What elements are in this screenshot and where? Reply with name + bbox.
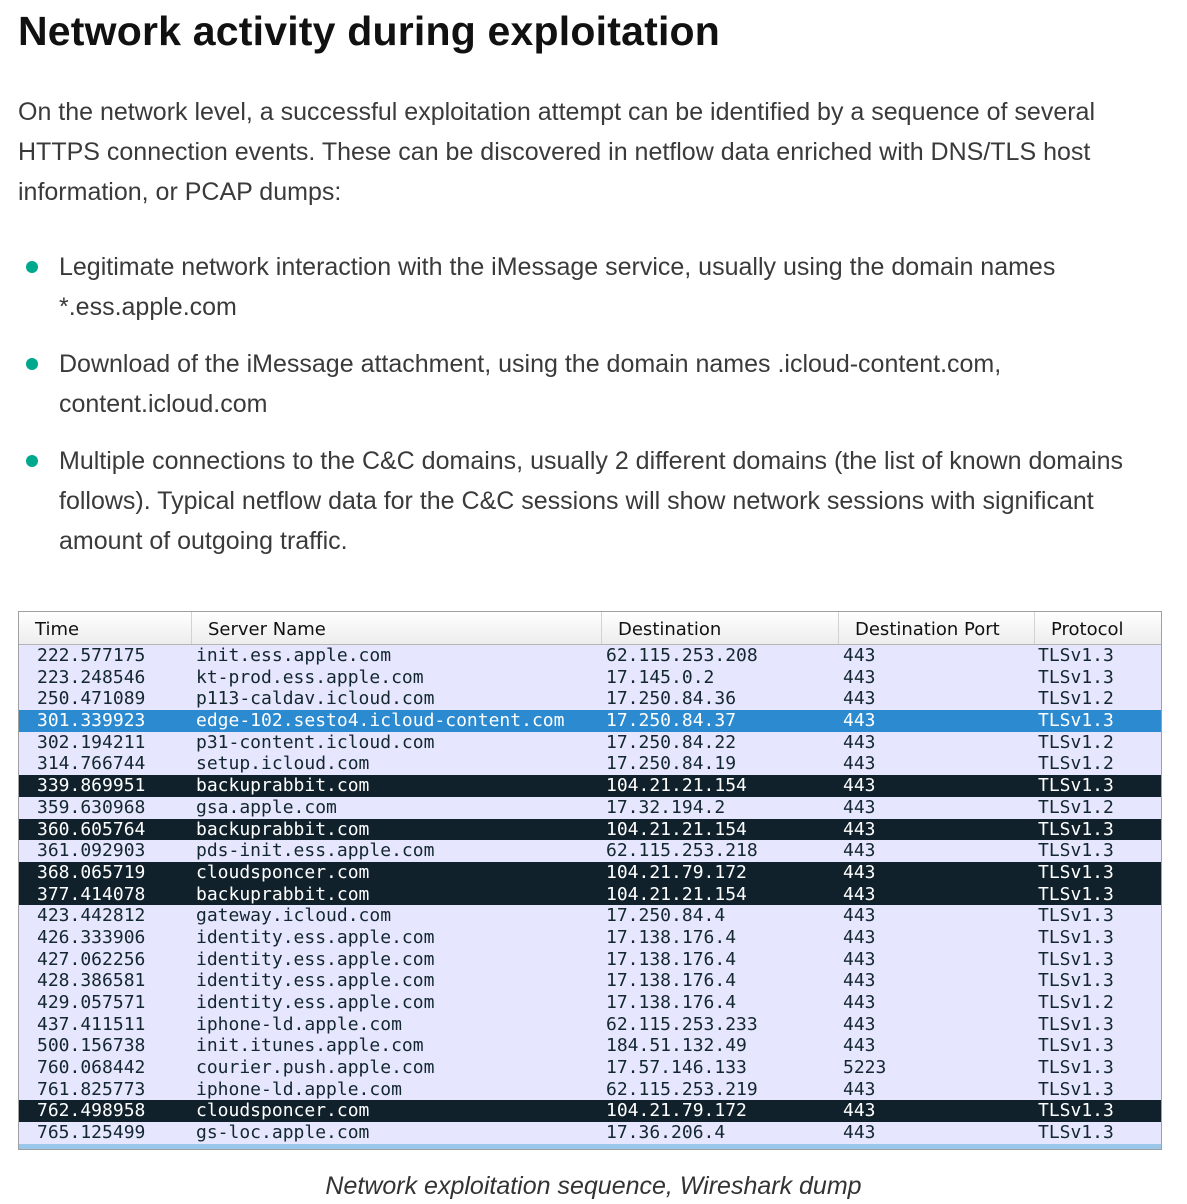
cell-destination: 17.57.146.133 xyxy=(606,1057,747,1079)
cell-time: 359.630968 xyxy=(37,796,146,818)
cell-server-name: gateway.icloud.com xyxy=(196,905,392,927)
cell-protocol: TLSv1.3 xyxy=(1038,645,1114,666)
article-heading: Network activity during exploitation xyxy=(18,8,721,54)
cell-time: 437.411511 xyxy=(37,1013,146,1035)
cell-destination: 17.138.176.4 xyxy=(606,970,737,992)
cell-server-name: gsa.apple.com xyxy=(196,796,337,818)
cell-destination-port: 443 xyxy=(843,666,876,688)
cell-server-name: pds-init.ess.apple.com xyxy=(196,840,435,862)
cell-protocol: TLSv1.3 xyxy=(1038,1100,1114,1122)
table-row[interactable] xyxy=(19,688,1161,710)
table-row[interactable] xyxy=(19,1079,1161,1101)
cell-destination-port: 443 xyxy=(843,861,876,883)
cell-protocol: TLSv1.3 xyxy=(1038,926,1114,948)
cell-protocol: TLSv1.3 xyxy=(1038,1122,1114,1144)
table-row[interactable] xyxy=(19,775,1161,797)
cell-protocol: TLSv1.2 xyxy=(1038,753,1114,775)
bullet-item xyxy=(0,344,1139,424)
cell-server-name: cloudsponcer.com xyxy=(196,861,370,883)
cell-protocol: TLSv1.3 xyxy=(1038,861,1114,883)
cell-destination-port: 443 xyxy=(843,753,876,775)
bullet-dot-icon xyxy=(26,261,38,273)
cell-destination-port: 443 xyxy=(843,775,876,797)
cell-destination: 104.21.79.172 xyxy=(606,1100,747,1122)
cell-protocol: TLSv1.3 xyxy=(1038,1013,1114,1035)
cell-server-name: p31-content.icloud.com xyxy=(196,731,435,753)
cell-protocol: TLSv1.3 xyxy=(1038,840,1114,862)
column-header-server-name[interactable]: Server Name xyxy=(192,612,602,644)
cell-time: 250.471089 xyxy=(37,688,146,710)
cell-server-name: iphone-ld.apple.com xyxy=(196,1013,402,1035)
cell-destination-port: 443 xyxy=(843,645,876,666)
cell-destination-port: 443 xyxy=(843,905,876,927)
cell-destination: 104.21.79.172 xyxy=(606,861,747,883)
cell-time: 423.442812 xyxy=(37,905,146,927)
cell-protocol: TLSv1.3 xyxy=(1038,1078,1114,1100)
cell-protocol: TLSv1.3 xyxy=(1038,775,1114,797)
cell-protocol: TLSv1.3 xyxy=(1038,1057,1114,1079)
cell-destination-port: 443 xyxy=(843,796,876,818)
cell-destination: 184.51.132.49 xyxy=(606,1035,747,1057)
cell-time: 427.062256 xyxy=(37,948,146,970)
cell-destination: 62.115.253.233 xyxy=(606,1013,758,1035)
cell-destination: 17.138.176.4 xyxy=(606,948,737,970)
bullet-dot-icon xyxy=(26,455,38,467)
packet-list-header xyxy=(19,612,1161,645)
cell-protocol: TLSv1.2 xyxy=(1038,796,1114,818)
table-row-partial[interactable] xyxy=(19,1144,1161,1150)
table-row[interactable] xyxy=(19,753,1161,775)
cell-destination: 17.145.0.2 xyxy=(606,666,715,688)
cell-server-name: p113-caldav.icloud.com xyxy=(196,688,435,710)
column-header-destination-port[interactable]: Destination Port xyxy=(839,612,1035,644)
cell-destination-port: 443 xyxy=(843,883,876,905)
cell-destination-port: 5223 xyxy=(843,1057,887,1079)
packet-rows xyxy=(19,645,1161,1144)
cell-destination: 104.21.21.154 xyxy=(606,818,747,840)
cell-destination-port: 443 xyxy=(843,1100,876,1122)
cell-destination: 17.250.84.36 xyxy=(606,688,737,710)
cell-time: 428.386581 xyxy=(37,970,146,992)
bullet-text: Multiple connections to the C&C domains, usually 2 different domains (the list of known domains follows). Typical netflow data for the C&C sessions will show network sessions with significant amount of outgoing traffic. xyxy=(59,447,1123,555)
cell-protocol: TLSv1.3 xyxy=(1038,883,1114,905)
cell-time: 361.092903 xyxy=(37,840,146,862)
cell-server-name: cloudsponcer.com xyxy=(196,1100,370,1122)
cell-protocol: TLSv1.3 xyxy=(1038,970,1114,992)
cell-server-name: init.ess.apple.com xyxy=(196,645,392,666)
cell-server-name: backuprabbit.com xyxy=(196,775,370,797)
column-header-protocol[interactable]: Protocol xyxy=(1051,619,1124,640)
bullet-dot-icon xyxy=(26,358,38,370)
cell-destination: 62.115.253.208 xyxy=(606,645,758,666)
cell-destination: 62.115.253.218 xyxy=(606,840,758,862)
table-row[interactable] xyxy=(19,905,1161,927)
cell-protocol: TLSv1.2 xyxy=(1038,688,1114,710)
cell-time: 500.156738 xyxy=(37,1035,146,1057)
cell-destination-port: 443 xyxy=(843,948,876,970)
table-row[interactable] xyxy=(19,797,1161,819)
cell-server-name: courier.push.apple.com xyxy=(196,1057,435,1079)
cell-destination: 17.36.206.4 xyxy=(606,1122,726,1144)
bullet-item xyxy=(0,441,1139,561)
cell-destination: 17.138.176.4 xyxy=(606,992,737,1013)
cell-time: 360.605764 xyxy=(37,818,146,840)
table-row[interactable] xyxy=(19,1100,1161,1122)
table-row[interactable] xyxy=(19,970,1161,992)
table-row[interactable] xyxy=(19,949,1161,971)
bullet-text: Legitimate network interaction with the iMessage service, usually using the domain names *.ess.apple.com xyxy=(59,253,1056,321)
table-row[interactable] xyxy=(19,645,1161,667)
cell-protocol: TLSv1.3 xyxy=(1038,1035,1114,1057)
bullet-item xyxy=(0,247,1139,327)
cell-protocol: TLSv1.2 xyxy=(1038,731,1114,753)
cell-time: 760.068442 xyxy=(37,1057,146,1079)
table-row[interactable] xyxy=(19,927,1161,949)
bullet-text: Download of the iMessage attachment, using the domain names .icloud-content.com, content.icloud.com xyxy=(59,350,1002,418)
cell-time: 426.333906 xyxy=(37,926,146,948)
cell-server-name: identity.ess.apple.com xyxy=(196,948,435,970)
table-row[interactable] xyxy=(19,884,1161,906)
column-header-destination[interactable]: Destination xyxy=(602,612,839,644)
column-header-time[interactable]: Time xyxy=(19,612,192,644)
figure-caption: Network exploitation sequence, Wireshark dump xyxy=(325,1172,862,1200)
cell-destination: 17.32.194.2 xyxy=(606,796,726,818)
cell-destination: 17.250.84.4 xyxy=(606,905,726,927)
table-row[interactable] xyxy=(19,667,1161,689)
cell-time: 222.577175 xyxy=(37,645,146,666)
cell-server-name: identity.ess.apple.com xyxy=(196,992,435,1013)
cell-time: 301.339923 xyxy=(37,710,146,732)
cell-destination-port: 443 xyxy=(843,970,876,992)
cell-time: 377.414078 xyxy=(37,883,146,905)
cell-server-name: setup.icloud.com xyxy=(196,753,370,775)
intro-paragraph: On the network level, a successful exploitation attempt can be identified by a sequence of several HTTPS connection events. These can be discovered in netflow data enriched with DNS/TLS host information, or PCAP dumps: xyxy=(18,98,1096,206)
cell-destination: 104.21.21.154 xyxy=(606,775,747,797)
cell-destination: 104.21.21.154 xyxy=(606,883,747,905)
cell-destination: 17.250.84.22 xyxy=(606,731,737,753)
cell-server-name: backuprabbit.com xyxy=(196,818,370,840)
table-row[interactable] xyxy=(19,1057,1161,1079)
cell-server-name: gs-loc.apple.com xyxy=(196,1122,370,1144)
cell-time: 302.194211 xyxy=(37,731,146,753)
cell-protocol: TLSv1.2 xyxy=(1038,992,1114,1013)
cell-time: 429.057571 xyxy=(37,992,146,1013)
cell-destination-port: 443 xyxy=(843,1078,876,1100)
cell-protocol: TLSv1.3 xyxy=(1038,710,1114,732)
cell-destination-port: 443 xyxy=(843,926,876,948)
cell-time: 223.248546 xyxy=(37,666,146,688)
cell-time: 339.869951 xyxy=(37,775,146,797)
cell-server-name: identity.ess.apple.com xyxy=(196,970,435,992)
cell-time: 765.125499 xyxy=(37,1122,146,1144)
cell-destination-port: 443 xyxy=(843,731,876,753)
table-row[interactable] xyxy=(19,819,1161,841)
cell-server-name: init.itunes.apple.com xyxy=(196,1035,424,1057)
cell-time: 762.498958 xyxy=(37,1100,146,1122)
cell-protocol: TLSv1.3 xyxy=(1038,818,1114,840)
cell-time: 314.766744 xyxy=(37,753,146,775)
table-row[interactable] xyxy=(19,1014,1161,1036)
cell-server-name: backuprabbit.com xyxy=(196,883,370,905)
cell-destination: 62.115.253.219 xyxy=(606,1078,758,1100)
table-row[interactable] xyxy=(19,862,1161,884)
table-row[interactable] xyxy=(19,710,1161,732)
cell-server-name: iphone-ld.apple.com xyxy=(196,1078,402,1100)
bullet-list xyxy=(0,247,1187,578)
cell-time: 368.065719 xyxy=(37,861,146,883)
cell-destination-port: 443 xyxy=(843,840,876,862)
table-row[interactable] xyxy=(19,1035,1161,1057)
wireshark-packet-list xyxy=(18,611,1162,1150)
cell-server-name: identity.ess.apple.com xyxy=(196,926,435,948)
cell-server-name: edge-102.sesto4.icloud-content.com xyxy=(196,710,565,732)
cell-destination-port: 443 xyxy=(843,992,876,1013)
cell-destination-port: 443 xyxy=(843,1013,876,1035)
table-row[interactable] xyxy=(19,992,1161,1014)
cell-server-name: kt-prod.ess.apple.com xyxy=(196,666,424,688)
cell-protocol: TLSv1.3 xyxy=(1038,905,1114,927)
cell-time: 761.825773 xyxy=(37,1078,146,1100)
table-row[interactable] xyxy=(19,840,1161,862)
cell-protocol: TLSv1.3 xyxy=(1038,666,1114,688)
cell-destination: 17.250.84.19 xyxy=(606,753,737,775)
cell-destination-port: 443 xyxy=(843,1122,876,1144)
cell-destination-port: 443 xyxy=(843,710,876,732)
cell-destination: 17.250.84.37 xyxy=(606,710,737,732)
cell-destination: 17.138.176.4 xyxy=(606,926,737,948)
cell-protocol: TLSv1.3 xyxy=(1038,948,1114,970)
table-row[interactable] xyxy=(19,1122,1161,1144)
table-row[interactable] xyxy=(19,732,1161,754)
cell-destination-port: 443 xyxy=(843,1035,876,1057)
cell-destination-port: 443 xyxy=(843,818,876,840)
cell-destination-port: 443 xyxy=(843,688,876,710)
